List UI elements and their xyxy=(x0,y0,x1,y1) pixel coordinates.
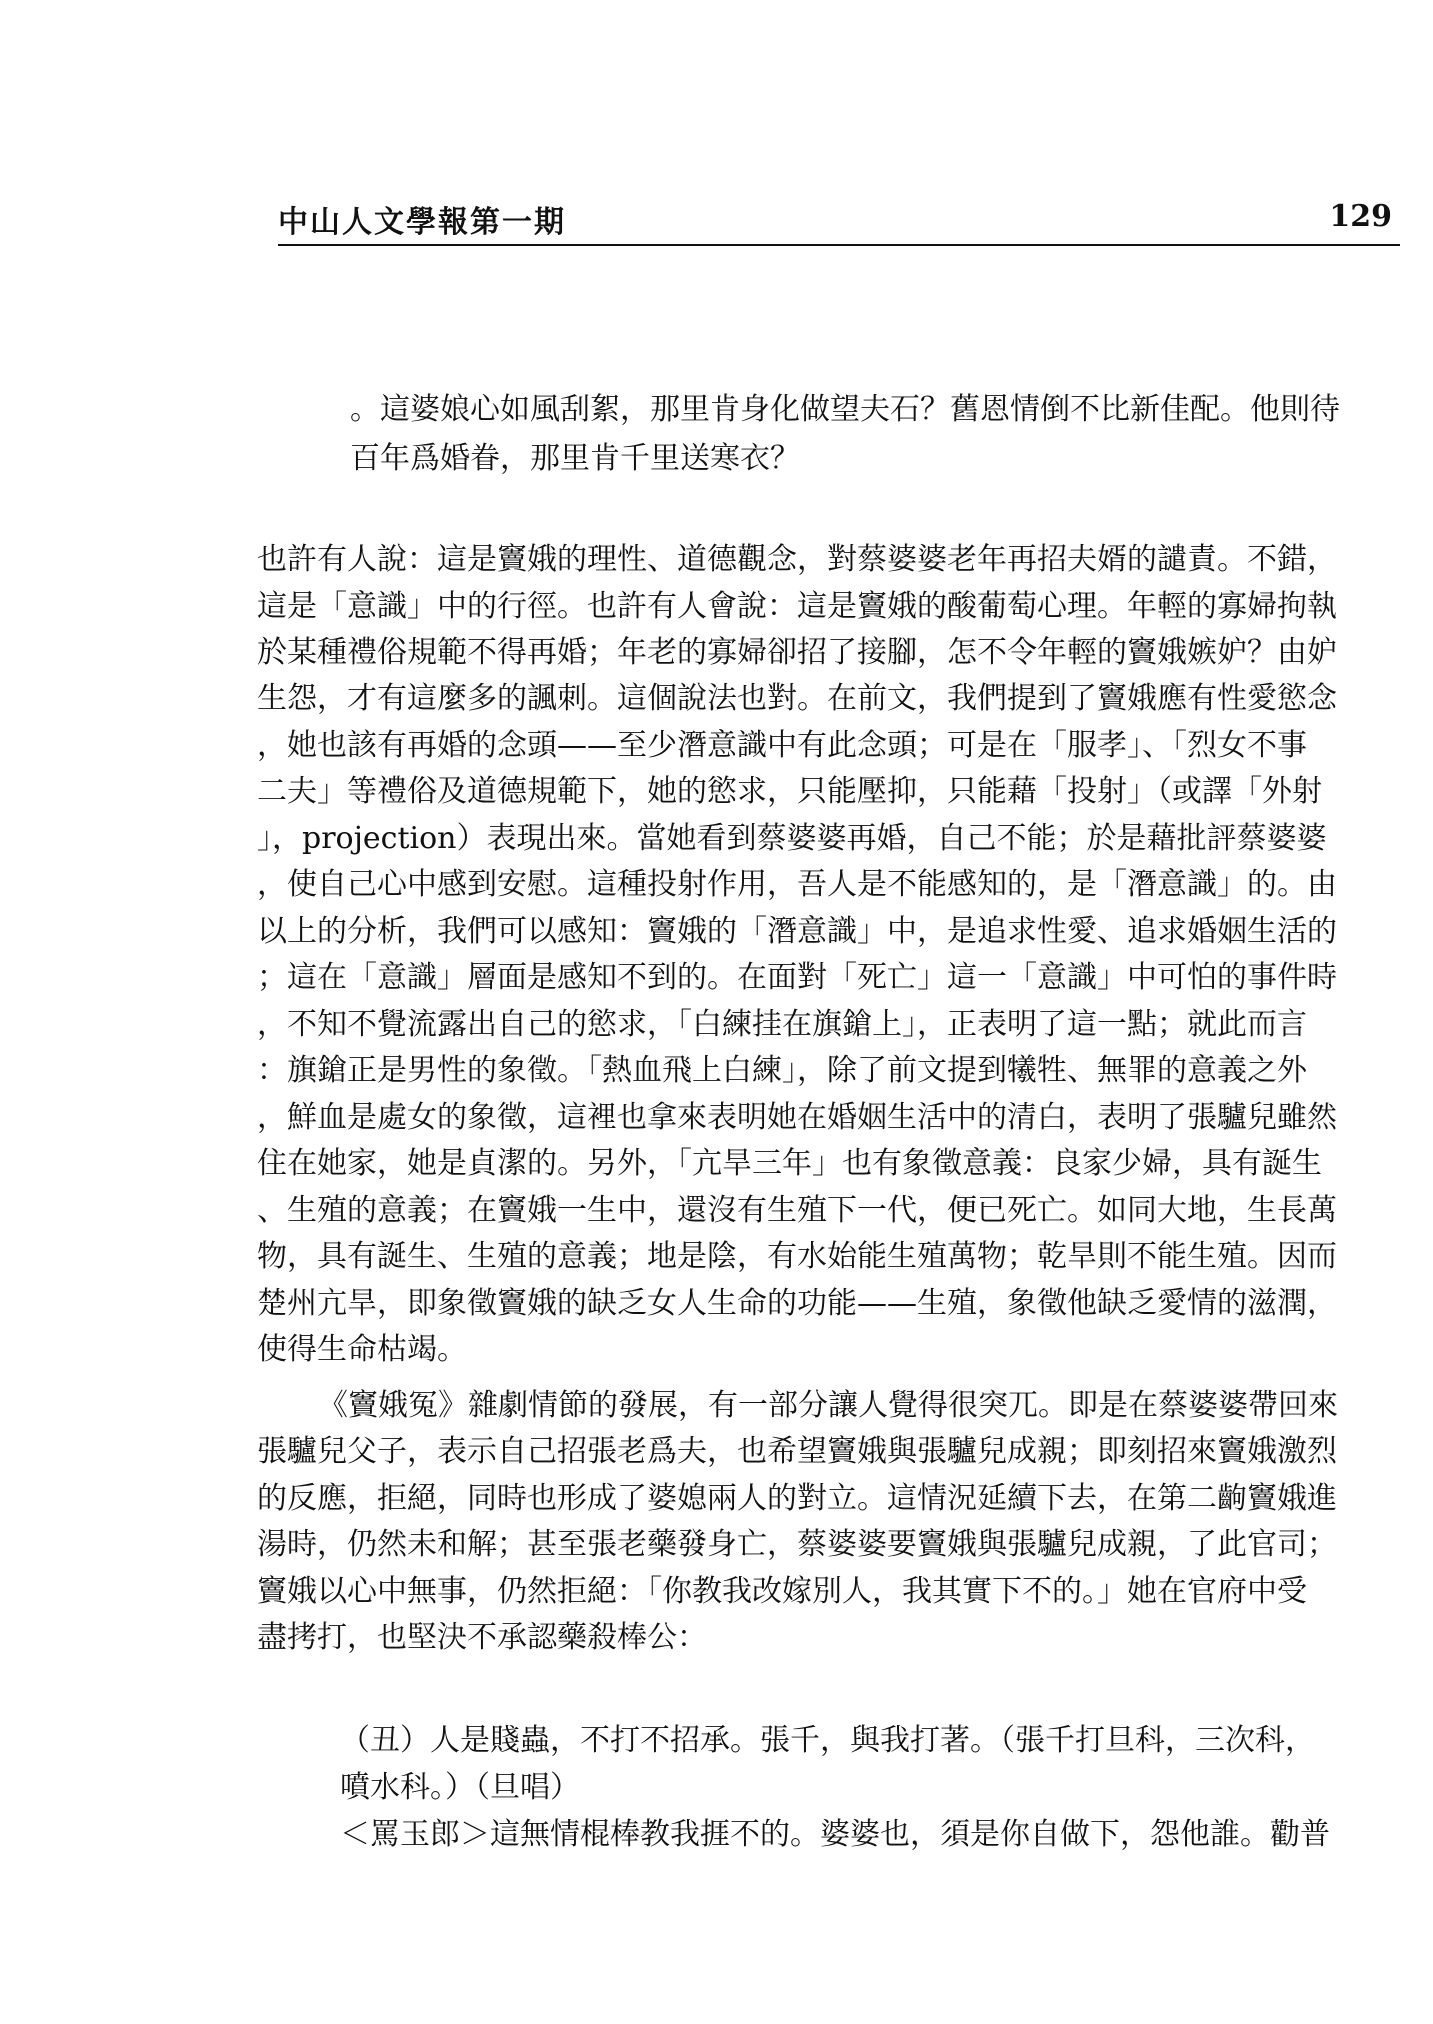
running-header xyxy=(278,197,1398,245)
quote-line: ＜罵玉郎＞這無情棍棒教我捱不的。婆婆也，須是你自做下，怨他誰。勸普 xyxy=(340,1817,1330,1852)
body-line: ，鮮血是處女的象徵，這裡也拿來表明她在婚姻生活中的清白，表明了張驢兒雖然 xyxy=(257,1100,1337,1135)
quote-line: 噴水科。）（旦唱） xyxy=(340,1770,580,1805)
body-line: 湯時，仍然未和解；甚至張老藥發身亡，蔡婆婆要竇娥與張驢兒成親，了此官司； xyxy=(257,1527,1337,1562)
quote-line: （丑）人是賤蟲，不打不招承。張千，與我打著。（張千打旦科，三次科， xyxy=(340,1723,1315,1758)
body-line: 盡拷打，也堅決不承認藥殺棒公： xyxy=(257,1620,707,1655)
journal-title: 中山人文學報第一期 xyxy=(278,205,566,240)
body-line: 物，具有誕生、生殖的意義；地是陰，有水始能生殖萬物；乾旱則不能生殖。因而 xyxy=(257,1239,1337,1274)
quote-line: 。這婆娘心如風刮絮，那里肯身化做望夫石？舊恩情倒不比新佳配。他則待 xyxy=(350,392,1340,427)
body-line: ，使自己心中感到安慰。這種投射作用，吾人是不能感知的，是「潛意識」的。由 xyxy=(257,867,1337,902)
body-line: 《竇娥冤》雜劇情節的發展，有一部分讓人覺得很突兀。即是在蔡婆婆帶回來 xyxy=(318,1388,1338,1423)
body-line: 生怨，才有這麼多的諷刺。這個說法也對。在前文，我們提到了竇娥應有性愛慾念 xyxy=(257,681,1337,716)
body-line: ，她也該有再婚的念頭——至少潛意識中有此念頭；可是在「服孝」、「烈女不事 xyxy=(257,728,1307,763)
body-line: 的反應，拒絕，同時也形成了婆媳兩人的對立。這情況延續下去，在第二齣竇娥進 xyxy=(257,1481,1337,1516)
body-line: 張驢兒父子，表示自己招張老爲夫，也希望竇娥與張驢兒成親；即刻招來竇娥激烈 xyxy=(257,1434,1337,1469)
body-line: 也許有人說：這是竇娥的理性、道德觀念，對蔡婆婆老年再招夫婿的譴責。不錯， xyxy=(257,542,1337,577)
quote-line: 百年爲婚眷，那里肯千里送寒衣？ xyxy=(350,441,800,476)
body-line: 竇娥以心中無事，仍然拒絕：「你教我改嫁別人，我其實下不的。」她在官府中受 xyxy=(257,1574,1307,1609)
body-line: 楚州亢旱，即象徵竇娥的缺乏女人生命的功能——生殖，象徵他缺乏愛情的滋潤， xyxy=(257,1286,1337,1321)
body-line: 以上的分析，我們可以感知：竇娥的「潛意識」中，是追求性愛、追求婚姻生活的 xyxy=(257,914,1337,949)
body-line: 住在她家，她是貞潔的。另外，「亢旱三年」也有象徵意義：良家少婦，具有誕生 xyxy=(257,1146,1322,1181)
body-line: ；這在「意識」層面是感知不到的。在面對「死亡」這一「意識」中可怕的事件時 xyxy=(257,960,1337,995)
body-line: 這是「意識」中的行徑。也許有人會說：這是竇娥的酸葡萄心理。年輕的寡婦拘執 xyxy=(257,589,1337,624)
page-number: 129 xyxy=(1329,199,1392,234)
body-line: 二夫」等禮俗及道德規範下，她的慾求，只能壓抑，只能藉「投射」（或譯「外射 xyxy=(257,774,1322,809)
header-rule xyxy=(278,244,1400,246)
body-line: 、生殖的意義；在竇娥一生中，還沒有生殖下一代，便已死亡。如同大地，生長萬 xyxy=(257,1193,1337,1228)
body-line: ，不知不覺流露出自己的慾求，「白練挂在旗鎗上」，正表明了這一點；就此而言 xyxy=(257,1007,1307,1042)
body-line: 」，projection）表現出來。當她看到蔡婆婆再婚，自己不能；於是藉批評蔡婆婆 xyxy=(257,821,1327,856)
body-line: 於某種禮俗規範不得再婚；年老的寡婦卻招了接腳，怎不令年輕的竇娥嫉妒？由妒 xyxy=(257,635,1337,670)
body-line: 使得生命枯竭。 xyxy=(257,1332,467,1367)
body-line: ：旗鎗正是男性的象徵。「熱血飛上白練」，除了前文提到犧牲、無罪的意義之外 xyxy=(257,1053,1307,1088)
